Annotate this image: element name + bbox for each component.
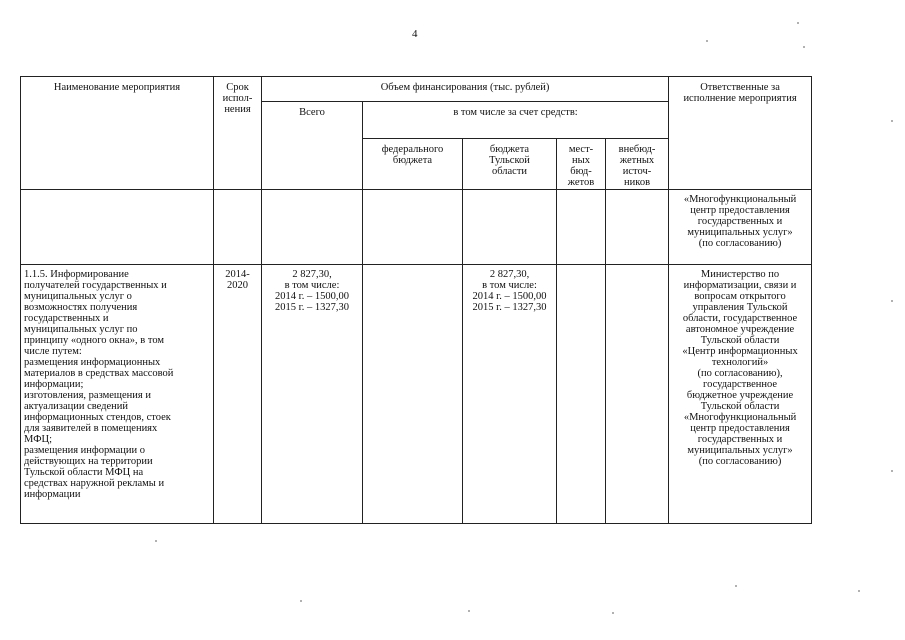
header-responsible: [669, 77, 812, 190]
text-line: Тульской: [489, 155, 530, 166]
text-line: (по согласованию): [698, 238, 782, 249]
cell-empty: [606, 190, 669, 265]
cell-activity-name: [21, 265, 214, 524]
text-line: МФЦ;: [24, 434, 52, 445]
text-line: бюджета: [392, 155, 433, 166]
cell-extrabudget: [606, 265, 669, 524]
text-line: мест-: [568, 144, 594, 155]
text-line: центр предоставления: [690, 205, 790, 216]
text-line: средствах наружной рекламы и: [24, 478, 165, 489]
text-line: муниципальных услуг по: [24, 324, 138, 335]
header-regional: [463, 139, 557, 190]
text-line: Тульской области МФЦ на: [24, 467, 144, 478]
cell-regional: [463, 265, 557, 524]
text-line: информации: [24, 489, 81, 500]
text-line: возможностях получения: [24, 302, 138, 313]
text-line: государственных и: [24, 313, 109, 324]
text-line: информатизации, связи и: [683, 280, 797, 291]
text-line: (по согласованию): [698, 456, 782, 467]
text-line: государственных и: [697, 216, 783, 227]
text-line: исполнение мероприятия: [683, 93, 797, 104]
header-row-1: [21, 77, 812, 102]
text-line: нения: [224, 104, 251, 115]
header-total: Всего: [262, 102, 363, 190]
cell-responsible-continuation: [669, 190, 812, 265]
header-term: [214, 77, 262, 190]
text-line: государственное: [703, 379, 778, 390]
text-line: Срок: [226, 82, 249, 93]
text-line: размещения информационных: [24, 357, 161, 368]
text-line: вопросам открытого: [694, 291, 786, 302]
text-line: источ-: [622, 166, 652, 177]
text-line: муниципальных услуг»: [687, 445, 793, 456]
text-line: материалов в средствах массовой: [24, 368, 174, 379]
text-line: ных: [572, 155, 590, 166]
text-line: области, государственное: [682, 313, 798, 324]
table-row-1-1-5: [21, 265, 812, 524]
text-line: государственных и: [697, 434, 783, 445]
text-line: Ответственные за: [700, 82, 780, 93]
header-federal: [363, 139, 463, 190]
header-funding: Объем финансирования (тыс. рублей): [262, 77, 669, 102]
text-line: ников: [624, 177, 651, 188]
text-line: жетных: [619, 155, 655, 166]
text-line: 2014-: [225, 269, 250, 280]
text-line: 2014 г. – 1500,00: [275, 291, 349, 302]
cell-empty: [557, 190, 606, 265]
text-line: размещения информации о: [24, 445, 146, 456]
activity-table: [20, 76, 812, 524]
text-line: принципу «одного окна», в том: [24, 335, 165, 346]
text-line: бюд-: [570, 166, 592, 177]
text-line: действующих на территории: [24, 456, 153, 467]
text-line: муниципальных услуг»: [687, 227, 793, 238]
text-line: 2020: [227, 280, 248, 291]
cell-empty: [21, 190, 214, 265]
table-row-continuation: [21, 190, 812, 265]
text-line: 2015 г. – 1327,30: [472, 302, 547, 313]
text-line: (по согласованию),: [697, 368, 783, 379]
cell-term: [214, 265, 262, 524]
text-line: в том числе:: [482, 280, 537, 291]
page-number: 4: [412, 28, 418, 40]
text-line: «Многофункциональный: [683, 194, 797, 205]
text-line: для заявителей в помещениях: [24, 423, 158, 434]
text-line: в том числе:: [284, 280, 340, 291]
header-extrabudget: [606, 139, 669, 190]
text-line: информационных стендов, стоек: [24, 412, 171, 423]
text-line: внебюд-: [618, 144, 656, 155]
text-line: Тульской области: [700, 401, 780, 412]
text-line: области: [491, 166, 528, 177]
text-line: 2 827,30,: [292, 269, 332, 280]
text-line: информации;: [24, 379, 84, 390]
text-line: автономное учреждение: [685, 324, 795, 335]
text-line: 2014 г. – 1500,00: [472, 291, 547, 302]
text-line: «Многофункциональный: [683, 412, 797, 423]
cell-empty: [463, 190, 557, 265]
text-line: бюджета: [489, 144, 530, 155]
cell-local: [557, 265, 606, 524]
text-line: технологий»: [711, 357, 769, 368]
header-including: в том числе за счет средств:: [363, 102, 669, 139]
text-line: «Центр информационных: [682, 346, 798, 357]
text-line: числе путем:: [24, 346, 82, 357]
cell-federal: [363, 265, 463, 524]
text-line: управления Тульской: [692, 302, 788, 313]
text-line: получателей государственных и: [24, 280, 167, 291]
text-line: 2015 г. – 1327,30: [275, 302, 349, 313]
header-name: Наименование мероприятия: [21, 77, 214, 190]
header-local: [557, 139, 606, 190]
cell-empty: [214, 190, 262, 265]
cell-responsible: [669, 265, 812, 524]
text-line: испол-: [222, 93, 253, 104]
cell-total: [262, 265, 363, 524]
text-line: Министерство по: [700, 269, 780, 280]
text-line: бюджетное учреждение: [686, 390, 794, 401]
text-line: муниципальных услуг о: [24, 291, 132, 302]
text-line: актуализации сведений: [24, 401, 129, 412]
text-line: жетов: [567, 177, 595, 188]
cell-empty: [262, 190, 363, 265]
cell-empty: [363, 190, 463, 265]
text-line: федерального: [381, 144, 444, 155]
text-line: Тульской области: [700, 335, 780, 346]
text-line: 1.1.5. Информирование: [24, 269, 129, 280]
text-line: изготовления, размещения и: [24, 390, 151, 401]
text-line: центр предоставления: [690, 423, 790, 434]
text-line: 2 827,30,: [489, 269, 530, 280]
